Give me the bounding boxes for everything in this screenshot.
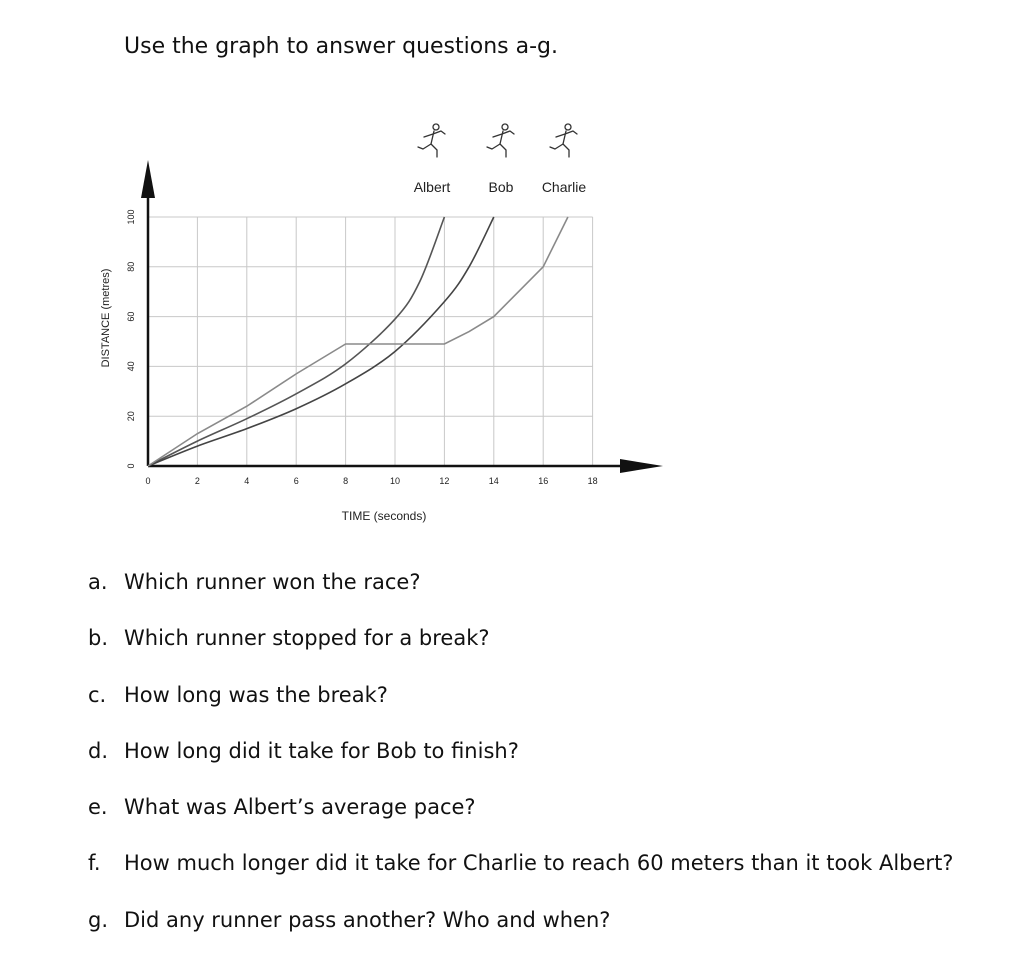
y-tick-label: 0 — [126, 463, 136, 469]
runner-body — [563, 131, 566, 144]
runner-head — [502, 124, 508, 130]
x-axis-label: TIME (seconds) — [341, 509, 427, 523]
x-tick-label: 4 — [244, 476, 250, 486]
question-e — [88, 795, 953, 851]
question-list — [88, 570, 953, 964]
x-tick-label: 16 — [538, 476, 549, 486]
runner-legs — [418, 144, 437, 157]
y-axis-label: DISTANCE (metres) — [100, 268, 112, 368]
runner-icon — [550, 124, 577, 157]
legend-label-albert: Albert — [413, 179, 451, 195]
question-g — [88, 908, 953, 964]
x-tick-label: 14 — [488, 476, 499, 486]
question-c — [88, 683, 953, 739]
y-tick-label: 40 — [126, 361, 136, 372]
runner-body — [431, 131, 434, 144]
x-tick-label: 0 — [145, 476, 151, 486]
x-tick-label: 6 — [293, 476, 299, 486]
question-letter: d. — [88, 738, 109, 763]
question-text: What was Albert’s average pace? — [124, 795, 476, 820]
question-text: Did any runner pass another? Who and when? — [124, 907, 611, 932]
question-letter: f. — [88, 851, 101, 876]
question-letter: c. — [88, 682, 107, 707]
question-text: How long was the break? — [124, 682, 388, 707]
question-letter: g. — [88, 907, 109, 932]
runner-head — [433, 124, 439, 130]
runner-icon — [487, 124, 514, 157]
worksheet-heading: Use the graph to answer questions a-g. — [124, 34, 558, 59]
x-tick-label: 18 — [587, 476, 598, 486]
question-f — [88, 851, 953, 907]
chart-series — [148, 217, 568, 466]
runner-arms — [556, 131, 577, 137]
x-tick-label: 2 — [194, 476, 200, 486]
runner-arms — [424, 131, 445, 137]
x-tick-label: 10 — [389, 476, 401, 486]
question-text: Which runner won the race? — [124, 570, 421, 594]
y-tick-label: 100 — [126, 209, 136, 225]
x-tick-label: 12 — [439, 476, 450, 486]
x-tick-label: 8 — [343, 476, 349, 486]
runner-body — [500, 131, 503, 144]
chart-legend — [414, 124, 587, 195]
question-letter: e. — [88, 795, 108, 820]
question-text: How long did it take for Bob to finish? — [124, 738, 519, 763]
y-tick-label: 80 — [126, 261, 136, 272]
legend-label-charlie: Charlie — [541, 179, 587, 195]
question-text: Which runner stopped for a break? — [124, 626, 490, 651]
y-tick-label: 60 — [126, 311, 136, 322]
series-line-charlie — [148, 217, 568, 466]
runner-legs — [550, 144, 569, 157]
question-text: How much longer did it take for Charlie to reach 60 meters than it took Albert? — [124, 851, 954, 876]
y-axis-arrow — [141, 160, 155, 198]
chart-grid — [148, 217, 593, 466]
runner-arms — [493, 131, 514, 137]
runner-head — [565, 124, 571, 130]
question-a — [88, 570, 953, 626]
question-letter: a. — [88, 570, 108, 594]
runner-legs — [487, 144, 506, 157]
x-axis-arrow — [620, 459, 663, 473]
legend-label-bob: Bob — [488, 179, 514, 195]
series-line-bob — [148, 217, 494, 466]
chart-tick-labels — [126, 209, 598, 486]
y-tick-label: 20 — [126, 411, 136, 422]
question-d — [88, 739, 953, 795]
runner-icon — [418, 124, 445, 157]
question-b — [88, 626, 953, 682]
question-letter: b. — [88, 626, 109, 651]
